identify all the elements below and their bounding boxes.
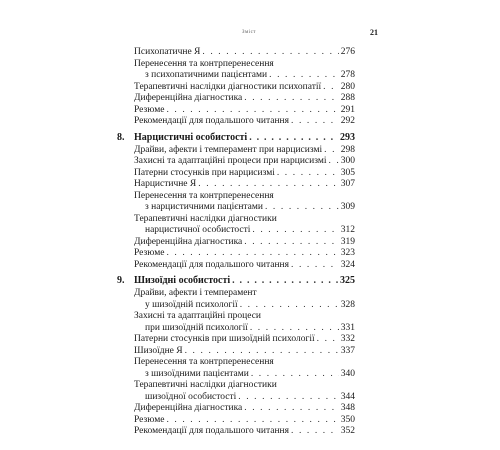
entry-page: 337 bbox=[340, 345, 355, 356]
toc-entry[interactable] bbox=[117, 392, 355, 404]
toc-entry[interactable] bbox=[117, 300, 355, 312]
dot-leader bbox=[291, 260, 339, 272]
entry-page: 288 bbox=[340, 93, 355, 103]
toc-entry[interactable] bbox=[117, 93, 355, 105]
dot-leader bbox=[166, 415, 338, 427]
dot-leader bbox=[185, 346, 339, 358]
toc-entry[interactable] bbox=[117, 334, 355, 346]
entry-title: Патерни стосунків при нарцисизмі bbox=[134, 167, 275, 178]
toc-entry[interactable] bbox=[117, 248, 355, 260]
entry-page: 300 bbox=[340, 156, 355, 166]
entry-title: Драйви, афекти і темперамент bbox=[134, 288, 257, 298]
entry-page: 305 bbox=[340, 167, 355, 178]
toc-entry[interactable] bbox=[117, 82, 355, 94]
entry-title: Перенесення та контрперенесення bbox=[134, 190, 274, 201]
entry-title: Перенесення та контрперенесення bbox=[134, 58, 274, 69]
entry-title: Терапевтичні наслідки діагностики bbox=[134, 380, 277, 390]
dot-leader bbox=[291, 116, 339, 128]
toc-entry bbox=[117, 214, 355, 226]
entry-title: Нарцистичне Я bbox=[134, 179, 197, 189]
dot-leader bbox=[244, 237, 338, 249]
dot-leader bbox=[323, 82, 339, 94]
toc-entry[interactable] bbox=[117, 202, 355, 214]
entry-page: 292 bbox=[340, 116, 355, 126]
toc-entry[interactable] bbox=[117, 47, 355, 59]
dot-leader bbox=[249, 130, 338, 145]
running-head bbox=[120, 29, 378, 39]
entry-page: 340 bbox=[340, 368, 355, 379]
page-number: 21 bbox=[370, 28, 378, 37]
entry-page: 350 bbox=[340, 414, 355, 425]
toc-entry bbox=[117, 288, 355, 300]
chapter-number: 9. bbox=[117, 275, 125, 286]
entry-page: 352 bbox=[340, 426, 355, 436]
dot-leader bbox=[240, 300, 339, 312]
entry-title: Резюме bbox=[134, 248, 165, 258]
toc-entry[interactable] bbox=[117, 145, 355, 157]
toc-entry[interactable] bbox=[117, 323, 355, 335]
entry-title: з нарцистичними пацієнтами bbox=[145, 202, 263, 212]
toc-entry[interactable] bbox=[117, 415, 355, 427]
toc-entry[interactable] bbox=[117, 225, 355, 237]
entry-page: 298 bbox=[340, 144, 355, 155]
entry-title: Драйви, афекти і темперамент при нарцисизмі bbox=[134, 144, 323, 155]
toc-entry[interactable] bbox=[117, 260, 355, 272]
entry-page: 319 bbox=[340, 236, 355, 247]
toc-entry[interactable] bbox=[117, 369, 355, 381]
entry-title: у шизоїдній психології bbox=[145, 299, 238, 310]
chapter-page: 325 bbox=[340, 275, 355, 286]
toc-entry[interactable] bbox=[117, 70, 355, 82]
chapter-page: 293 bbox=[340, 131, 355, 143]
entry-title: Захисні та адаптаційні процеси при нарцисизмі bbox=[134, 156, 327, 166]
chapter-title: Нарцистичні особистості bbox=[134, 131, 248, 143]
toc-entry[interactable] bbox=[117, 426, 355, 438]
toc-entry[interactable] bbox=[117, 156, 355, 168]
toc-entry[interactable] bbox=[117, 237, 355, 249]
entry-page: 348 bbox=[340, 403, 355, 413]
entry-page: 276 bbox=[340, 47, 355, 57]
dot-leader bbox=[244, 403, 338, 415]
entry-page: 309 bbox=[340, 202, 355, 212]
entry-title: Перенесення та контрперенесення bbox=[134, 357, 274, 367]
entry-page: 332 bbox=[340, 334, 355, 344]
toc-chapter-9[interactable] bbox=[117, 273, 355, 288]
toc-chapter-8[interactable] bbox=[117, 130, 355, 145]
toc-entry bbox=[117, 191, 355, 203]
dot-leader bbox=[232, 273, 338, 288]
entry-page: 331 bbox=[340, 322, 355, 333]
toc-entry bbox=[117, 311, 355, 323]
dot-leader bbox=[198, 179, 339, 191]
entry-page: 324 bbox=[340, 259, 355, 270]
dot-leader bbox=[251, 369, 339, 381]
toc-entry bbox=[117, 59, 355, 71]
dot-leader bbox=[269, 70, 339, 82]
toc-entry[interactable] bbox=[117, 168, 355, 180]
entry-title: Захисні та адаптаційні процеси bbox=[134, 311, 262, 321]
entry-title: нарцистичної особистості bbox=[145, 225, 251, 235]
chapter-title: Шизоїдні особистості bbox=[134, 275, 231, 286]
dot-leader bbox=[328, 156, 338, 168]
entry-page: 280 bbox=[340, 81, 355, 92]
dot-leader bbox=[166, 248, 338, 260]
entry-title: Шизоїдне Я bbox=[134, 345, 183, 356]
entry-title: шизоїдної особистості bbox=[145, 391, 237, 402]
entry-title: Терапевтичні наслідки діагностики психопатії bbox=[134, 81, 322, 92]
entry-title: з психопатичними пацієнтами bbox=[145, 70, 268, 80]
entry-title: Рекомендації для подальшого читання bbox=[134, 116, 289, 126]
dot-leader bbox=[324, 145, 339, 157]
dot-leader bbox=[238, 392, 338, 404]
entry-page: 307 bbox=[340, 179, 355, 189]
entry-page: 323 bbox=[340, 248, 355, 258]
entry-title: при шизоїдній психології bbox=[145, 322, 248, 333]
entry-page: 291 bbox=[340, 104, 355, 115]
entry-title: Резюме bbox=[134, 414, 165, 425]
dot-leader bbox=[252, 225, 338, 237]
toc-entry[interactable] bbox=[117, 346, 355, 358]
dot-leader bbox=[250, 323, 339, 335]
toc-section-chapter-8 bbox=[117, 145, 355, 272]
entry-page: 312 bbox=[340, 225, 355, 235]
toc-section-continued bbox=[117, 47, 355, 128]
entry-title: Патерни стосунків при шизоїдній психології bbox=[134, 334, 315, 344]
running-title: Зміст bbox=[242, 30, 256, 35]
entry-page: 278 bbox=[340, 70, 355, 80]
dot-leader bbox=[291, 426, 339, 438]
toc-entry[interactable] bbox=[117, 179, 355, 191]
toc-entry[interactable] bbox=[117, 116, 355, 128]
dot-leader bbox=[166, 105, 338, 117]
entry-title: Рекомендації для подальшого читання bbox=[134, 259, 289, 270]
dot-leader bbox=[277, 168, 339, 180]
entry-title: Диференційна діагностика bbox=[134, 403, 243, 413]
toc-entry bbox=[117, 357, 355, 369]
entry-page: 328 bbox=[340, 299, 355, 310]
dot-leader bbox=[244, 93, 338, 105]
entry-page: 344 bbox=[340, 391, 355, 402]
entry-title: Психопатичне Я bbox=[134, 47, 201, 57]
entry-title: Диференційна діагностика bbox=[134, 93, 243, 103]
entry-title: з шизоїдними пацієнтами bbox=[145, 368, 249, 379]
entry-title: Рекомендації для подальшого читання bbox=[134, 426, 289, 436]
dot-leader bbox=[202, 47, 338, 59]
toc-entry bbox=[117, 380, 355, 392]
entry-title: Терапевтичні наслідки діагностики bbox=[134, 213, 277, 224]
dot-leader bbox=[265, 202, 339, 214]
toc-entry[interactable] bbox=[117, 105, 355, 117]
entry-title: Диференційна діагностика bbox=[134, 236, 243, 247]
dot-leader bbox=[317, 334, 339, 346]
chapter-number: 8. bbox=[117, 131, 125, 143]
entry-title: Резюме bbox=[134, 104, 165, 115]
toc-entry[interactable] bbox=[117, 403, 355, 415]
table-of-contents bbox=[117, 47, 355, 438]
toc-section-chapter-9 bbox=[117, 288, 355, 438]
